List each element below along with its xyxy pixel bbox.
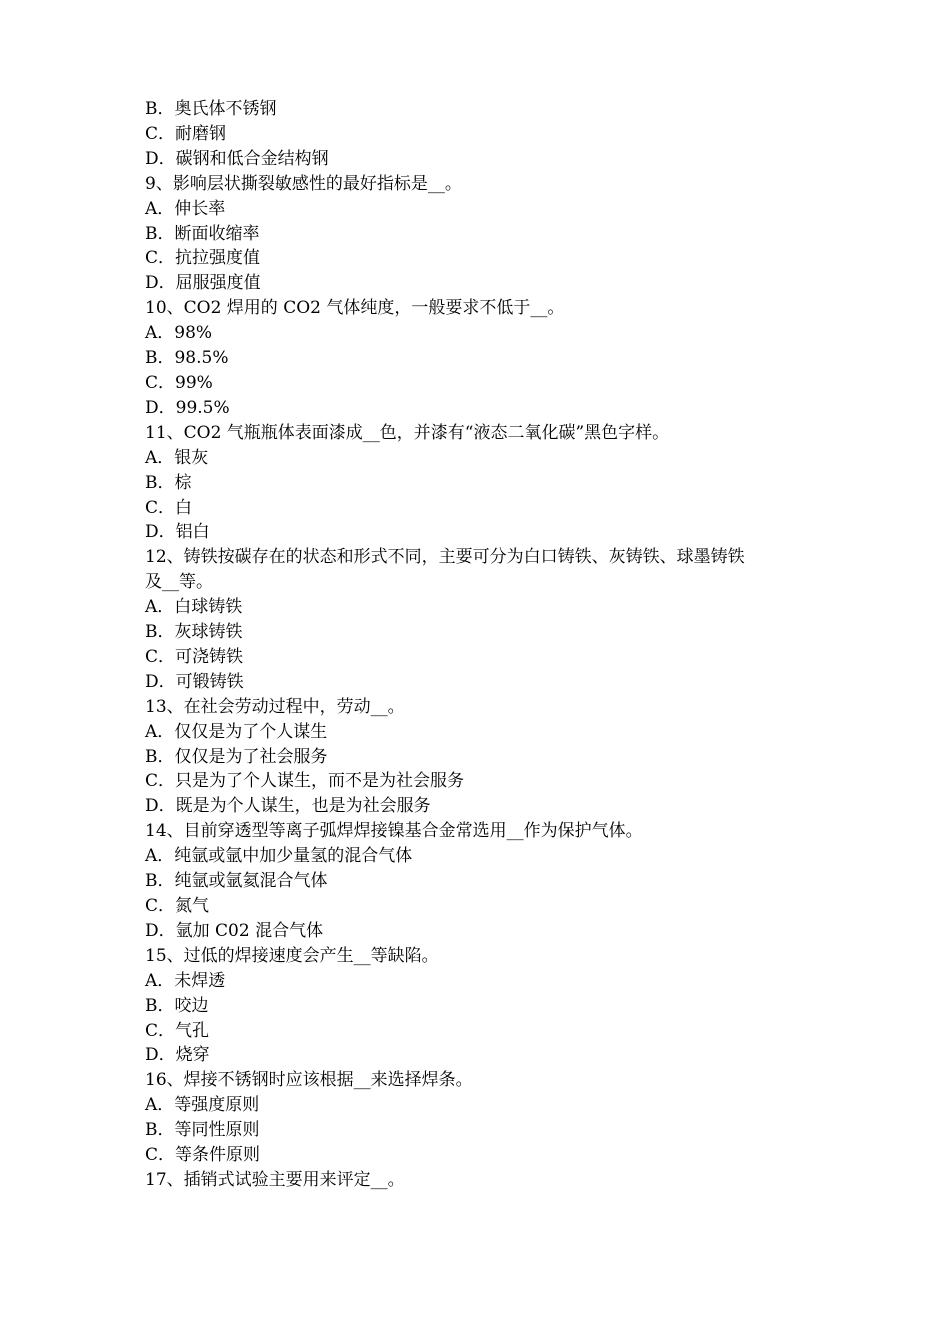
question-9-option-d: D．屈服强度值	[145, 273, 261, 294]
question-12-option-c: C．可浇铸铁	[145, 646, 244, 667]
question-11-option-c: C．白	[145, 497, 193, 518]
question-12-continued: 及__等。	[145, 572, 213, 593]
question-13-option-d: D．既是为个人谋生，也是为社会服务	[145, 796, 431, 817]
option-b-austenitic-stainless: B．奥氏体不锈钢	[145, 99, 277, 119]
question-9-option-a: A．伸长率	[145, 198, 226, 219]
question-9: 9、影响层状撕裂敏感性的最好指标是__。	[145, 173, 462, 194]
question-14-option-a: A．纯氩或氩中加少量氢的混合气体	[145, 846, 413, 867]
question-16-option-c: C．等条件原则	[145, 1145, 261, 1166]
question-12-option-b: B．灰球铸铁	[145, 622, 243, 643]
question-14-option-c: C．氮气	[145, 896, 210, 916]
question-15-option-a: A．未焊透	[145, 970, 226, 991]
question-13-option-c: C．只是为了个人谋生，而不是为社会服务	[145, 771, 465, 792]
question-15-option-c: C．气孔	[145, 1020, 210, 1041]
option-d-carbon-low-alloy-steel: D．碳钢和低合金结构钢	[145, 148, 329, 169]
document-page	[145, 97, 825, 1193]
option-c-wear-resistant-steel: C．耐磨钢	[145, 123, 227, 144]
question-11-option-d: D．铝白	[145, 522, 210, 543]
question-16: 16、焊接不锈钢时应该根据__来选择焊条。	[145, 1070, 473, 1091]
question-9-option-c: C．抗拉强度值	[145, 248, 261, 269]
question-11-option-a: A．银灰	[145, 447, 209, 468]
question-10: 10、CO2 焊用的 CO2 气体纯度，一般要求不低于__。	[145, 298, 565, 319]
question-11: 11、CO2 气瓶瓶体表面漆成__色，并漆有“液态二氧化碳”黑色字样。	[145, 422, 670, 443]
question-13: 13、在社会劳动过程中，劳动__。	[145, 696, 405, 717]
question-12-option-d: D．可锻铸铁	[145, 671, 244, 692]
question-15-option-b: B．咬边	[145, 995, 209, 1016]
question-10-option-a: A．98%	[145, 323, 213, 344]
question-13-option-a: A．仅仅是为了个人谋生	[145, 721, 328, 742]
question-10-option-b: B．98.5%	[145, 348, 229, 369]
question-15-option-d: D．烧穿	[145, 1045, 210, 1066]
question-12: 12、铸铁按碳存在的状态和形式不同，主要可分为白口铸铁、灰铸铁、球墨铸铁	[145, 547, 745, 568]
question-12-option-a: A．白球铸铁	[145, 597, 243, 618]
question-13-option-b: B．仅仅是为了社会服务	[145, 746, 328, 767]
question-14-option-b: B．纯氩或氩氦混合气体	[145, 871, 328, 892]
question-14-option-d: D．氩加 C02 混合气体	[145, 920, 324, 941]
question-16-option-a: A．等强度原则	[145, 1095, 260, 1116]
question-9-option-b: B．断面收缩率	[145, 223, 260, 244]
question-16-option-b: B．等同性原则	[145, 1120, 260, 1141]
question-14: 14、目前穿透型等离子弧焊焊接镍基合金常选用__作为保护气体。	[145, 821, 643, 842]
question-10-option-c: C．99%	[145, 372, 213, 393]
question-11-option-b: B．棕	[145, 472, 192, 493]
question-17: 17、插销式试验主要用来评定__。	[145, 1169, 405, 1190]
question-15: 15、过低的焊接速度会产生__等缺陷。	[145, 945, 439, 966]
question-10-option-d: D．99.5%	[145, 397, 230, 418]
